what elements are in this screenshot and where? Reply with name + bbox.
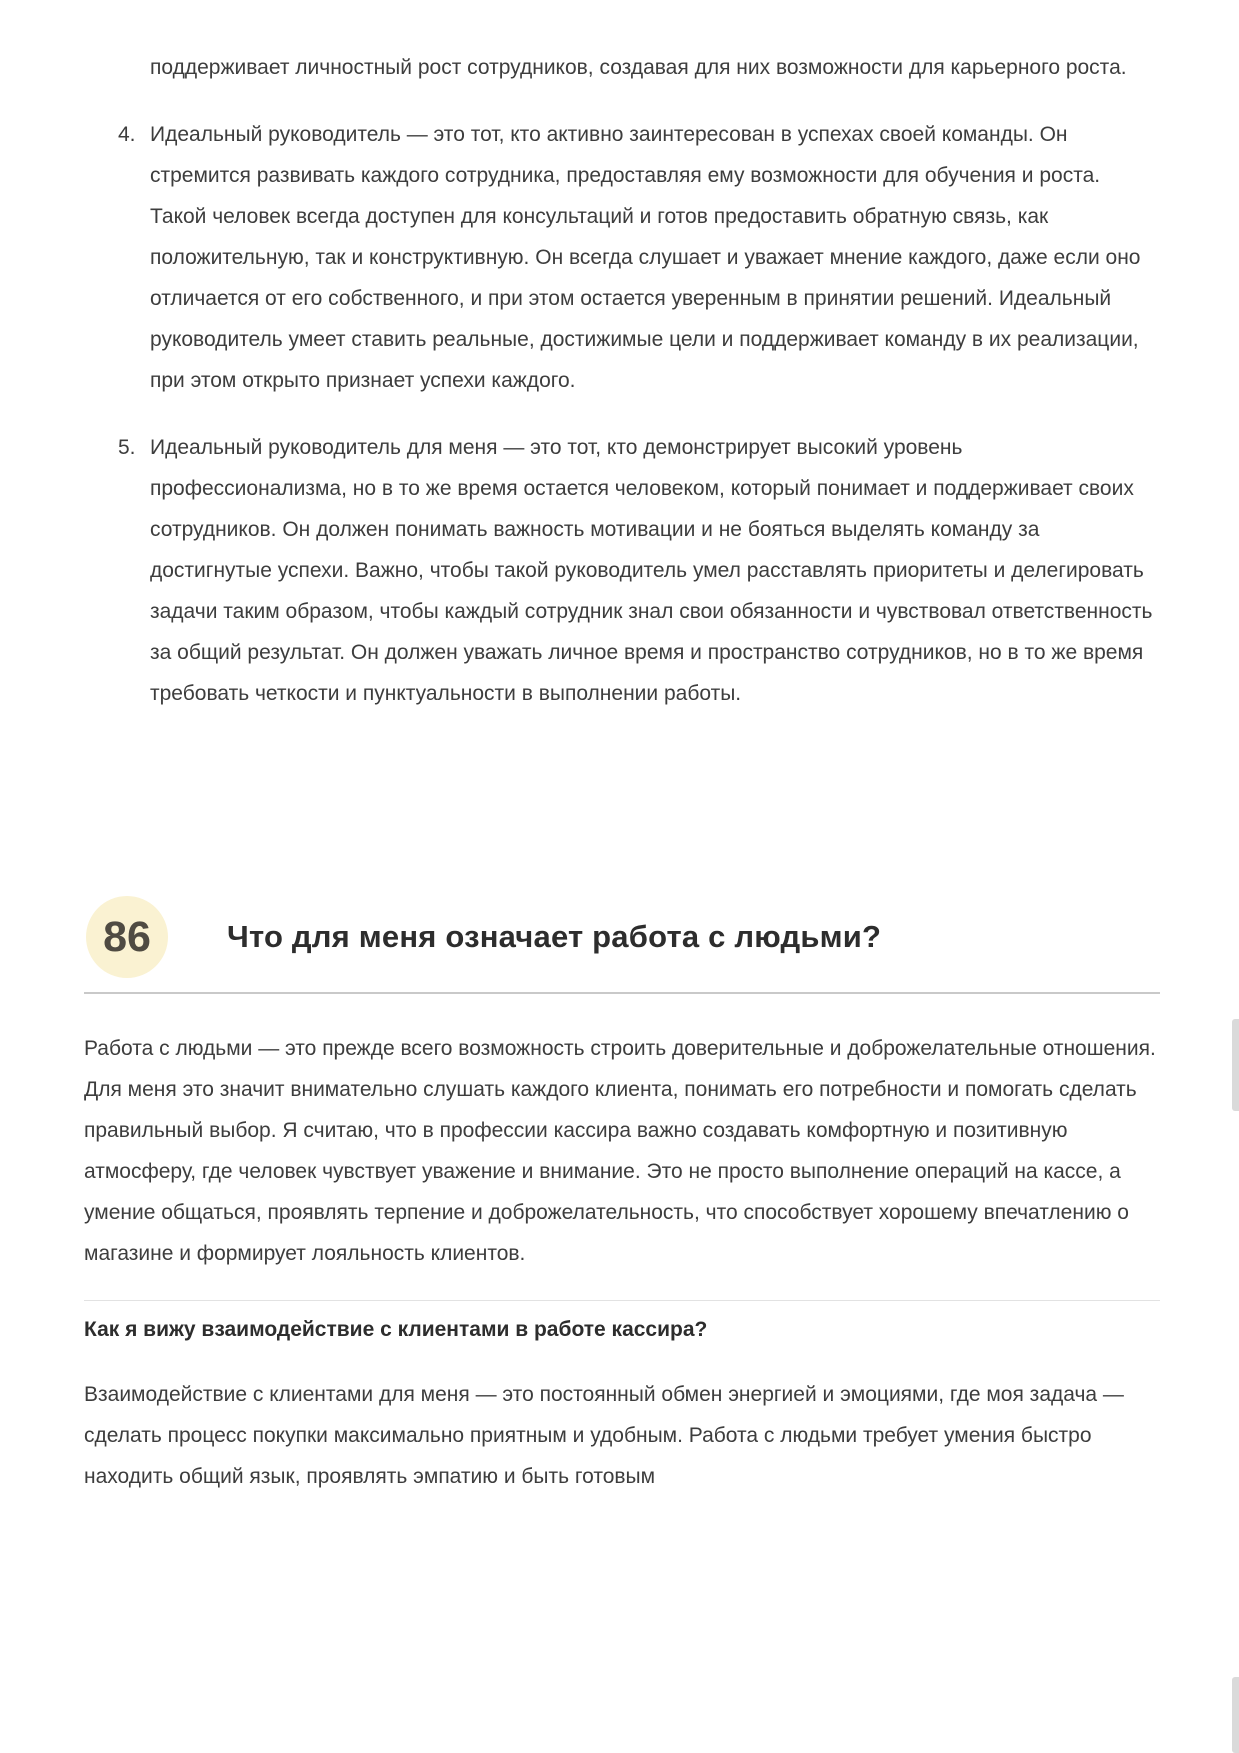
continuation-paragraph: поддерживает личностный рост сотрудников, создавая для них возможности для карьерного роста.	[150, 56, 1127, 79]
content-divider	[84, 1300, 1160, 1301]
list-item-text: Идеальный руководитель для меня — это тот, кто демонстрирует высокий уровень профессионализма, но в то же время остается человеком, который понимает и поддерживает своих сотрудников. Он должен понимать важность мотивации и не бояться выделять команду за достигнутые успехи. Важно, чтобы такой руководитель умел расставлять приоритеты и делегировать задачи таким образом, чтобы каждый сотрудник знал свои обязанности и чувствовал ответственность за общий результат. Он должен уважать личное время и пространство сотрудников, но в то же время требовать четкости и пунктуальности в выполнении работы.	[150, 436, 1153, 705]
scrollbar-thumb-lower[interactable]	[1232, 1677, 1239, 1753]
section-number-badge: 86	[86, 896, 168, 978]
list-item-number: 5.	[118, 436, 136, 459]
section-paragraph: Работа с людьми — это прежде всего возможность строить доверительные и доброжелательные отношения. Для меня это значит внимательно слушать каждого клиента, понимать его потребности и помогать сделать правильный выбор. Я считаю, что в профессии кассира важно создавать комфортную и позитивную атмосферу, где человек чувствует уважение и внимание. Это не просто выполнение операций на кассе, а умение общаться, проявлять терпение и доброжелательность, что способствует хорошему впечатлению о магазине и формирует лояльность клиентов.	[84, 1037, 1156, 1265]
list-item	[84, 427, 1160, 714]
list-item-text: Идеальный руководитель — это тот, кто активно заинтересован в успехах своей команды. Он стремится развивать каждого сотрудника, предоставляя ему возможности для обучения и роста. Такой человек всегда доступен для консультаций и готов предоставить обратную связь, как положительную, так и конструктивную. Он всегда слушает и уважает мнение каждого, даже если оно отличается от его собственного, и при этом остается уверенным в принятии решений. Идеальный руководитель умеет ставить реальные, достижимые цели и поддерживает команду в их реализации, при этом открыто признает успехи каждого.	[150, 123, 1141, 392]
list-item-number: 4.	[118, 123, 136, 146]
section-title-divider	[84, 992, 1160, 994]
numbered-list	[84, 114, 1160, 714]
section-header	[84, 896, 1160, 978]
list-item	[84, 114, 1160, 401]
section-subheading: Как я вижу взаимодействие с клиентами в работе кассира?	[84, 1318, 708, 1341]
scrollbar-thumb-upper[interactable]	[1232, 1019, 1239, 1111]
section-title: Что для меня означает работа с людьми?	[227, 919, 882, 954]
section-paragraph-2: Взаимодействие с клиентами для меня — это постоянный обмен энергией и эмоциями, где моя задача — сделать процесс покупки максимально приятным и удобным. Работа с людьми требует умения быстро находить общий язык, проявлять эмпатию и быть готовым	[84, 1383, 1124, 1488]
